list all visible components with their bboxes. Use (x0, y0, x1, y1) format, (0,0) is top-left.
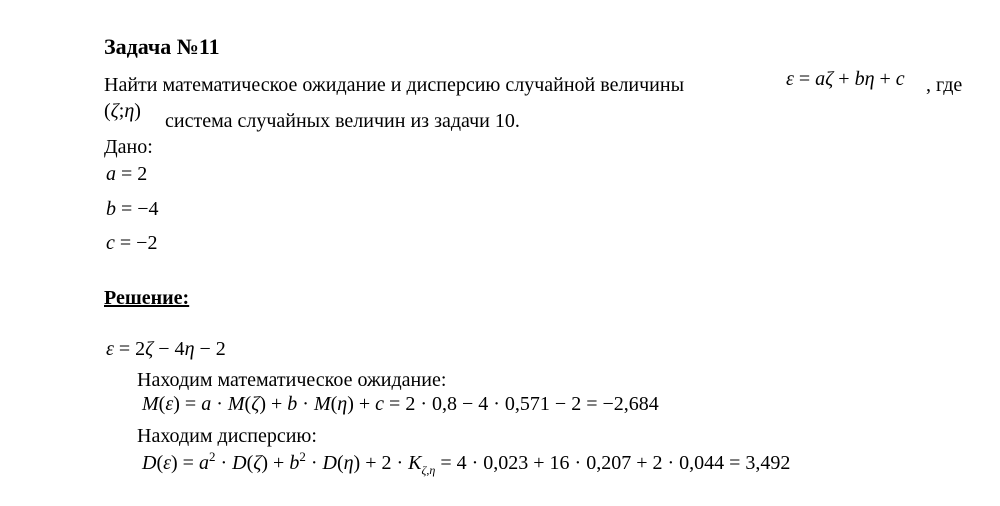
given-label: Дано: (104, 136, 153, 158)
variance-formula: $D(\varepsilon) = a^2 \cdot D(\zeta) + b^2 \cdot D(\eta) + 2 \cdot K_{\zeta,\eta} = 4 \cdot 0,023 + 16 \cdot 0,207 + 2 \cdot 0,044 = 3,492$ (142, 449, 791, 477)
epsilon-expression: ε = 2ζ − 4η − 2 (106, 338, 226, 360)
formula-epsilon: ε = aζ + bη + c (786, 68, 905, 90)
given-c: c = −2 (106, 232, 158, 254)
mean-formula: M(ε) = a · M(ζ) + b · M(η) + c = 2 · 0,8 − 4 · 0,571 − 2 = −2,684 (142, 393, 659, 415)
mean-result: = 2 · 0,8 − 4 · 0,571 − 2 = −2,684 (389, 393, 659, 415)
given-a: a = 2 (106, 163, 148, 185)
solution-label: Решение: (104, 287, 190, 309)
mean-caption: Находим математическое ожидание: (137, 369, 447, 391)
variance-caption: Находим дисперсию: (137, 425, 317, 447)
problem-title: Задача №11 (104, 34, 220, 59)
system-notation: (ζ;η) (104, 100, 141, 122)
statement-suffix: , где (926, 74, 963, 96)
problem-statement-line1: Найти математическое ожидание и дисперсию случайной величины (104, 74, 685, 96)
problem-statement-line2: система случайных величин из задачи 10. (165, 110, 520, 132)
variance-result: = 4 · 0,023 + 16 · 0,207 + 2 · 0,044 = 3,492 (440, 452, 791, 474)
given-b: b = −4 (106, 198, 159, 220)
